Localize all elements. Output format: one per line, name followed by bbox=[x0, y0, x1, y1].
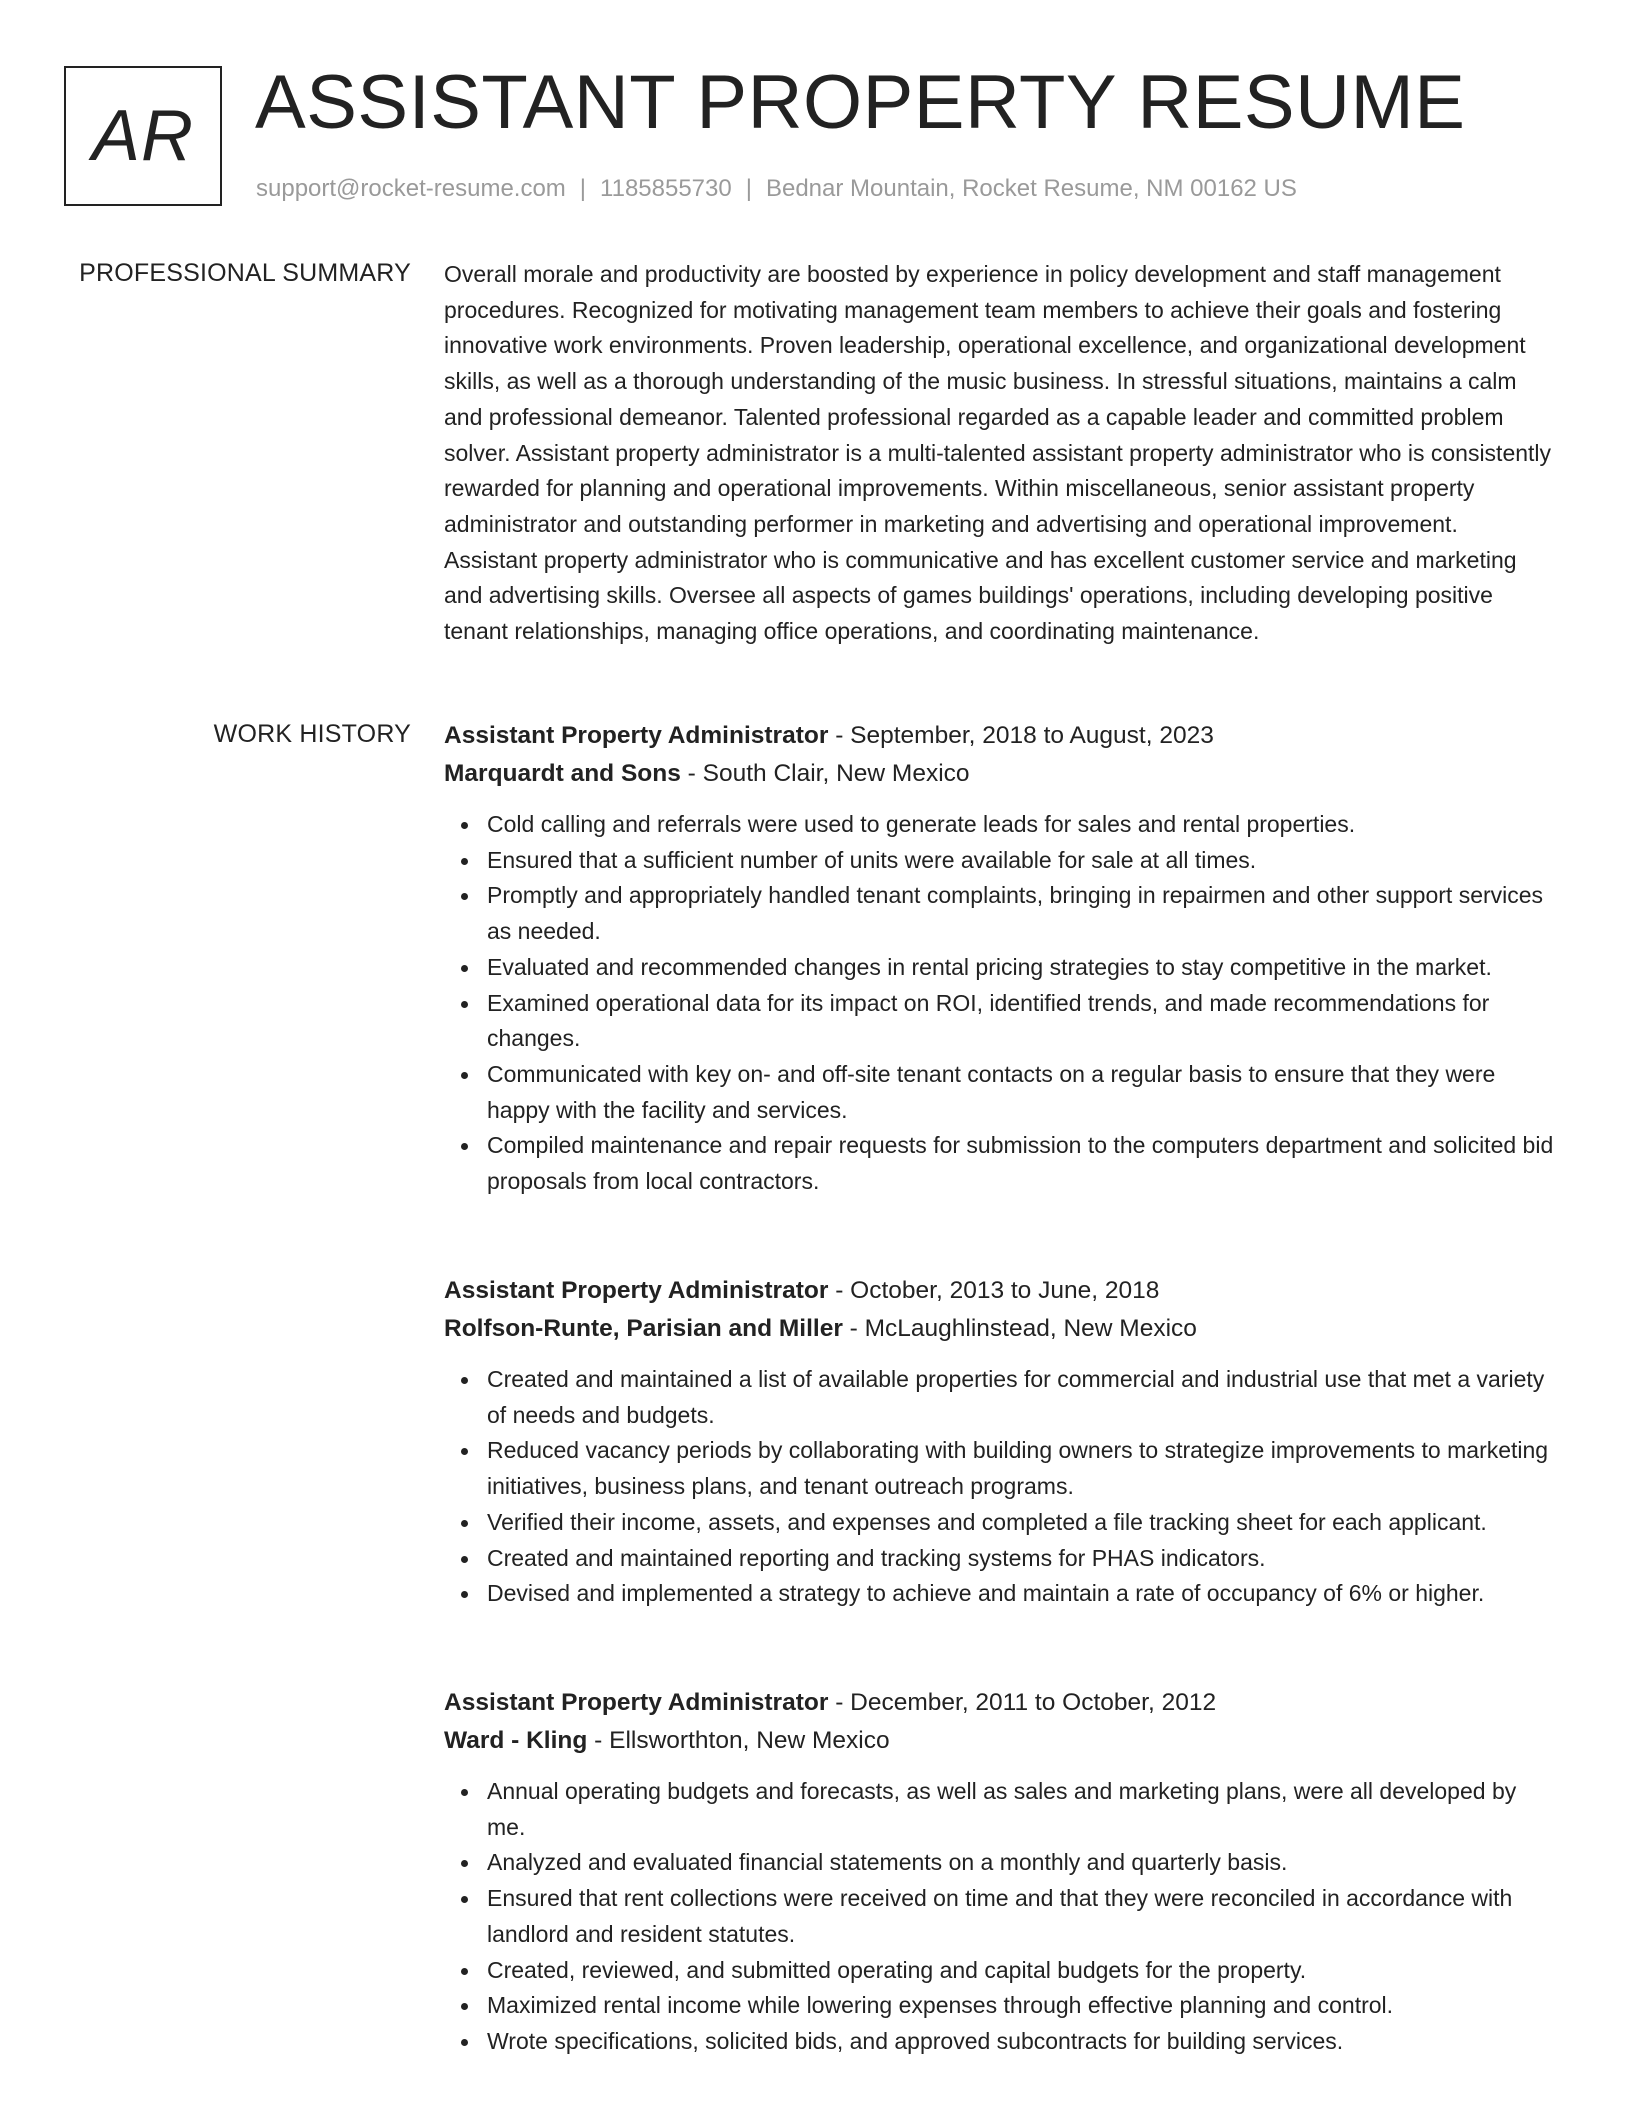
job-title-line bbox=[444, 1684, 1559, 1722]
job-title-line bbox=[444, 1272, 1559, 1310]
resume-title: ASSISTANT PROPERTY RESUME bbox=[255, 60, 1466, 145]
contact-line bbox=[256, 174, 1297, 204]
job-bullet: Annual operating budgets and forecasts, as well as sales and marketing plans, were all developed by me. bbox=[487, 1774, 1559, 1845]
job-company-line bbox=[444, 1310, 1559, 1348]
job-bullet: Cold calling and referrals were used to generate leads for sales and rental properties. bbox=[487, 807, 1559, 843]
job-location: - Ellsworthton, New Mexico bbox=[594, 1727, 890, 1754]
job-bullets bbox=[444, 1774, 1559, 2060]
monogram-logo: AR bbox=[64, 66, 222, 206]
summary-heading: PROFESSIONAL SUMMARY bbox=[79, 259, 411, 287]
job-bullet: Examined operational data for its impact on ROI, identified trends, and made recommendations for changes. bbox=[487, 986, 1559, 1057]
job-title-line bbox=[444, 717, 1559, 755]
job-company-line bbox=[444, 755, 1559, 793]
job-title: Assistant Property Administrator bbox=[444, 722, 829, 749]
job-bullet: Ensured that a sufficient number of units were available for sale at all times. bbox=[487, 843, 1559, 879]
job-title: Assistant Property Administrator bbox=[444, 1277, 829, 1304]
job-entry bbox=[444, 1684, 1559, 2060]
job-bullets bbox=[444, 807, 1559, 1200]
job-bullet: Maximized rental income while lowering expenses through effective planning and control. bbox=[487, 1988, 1559, 2024]
work-history-heading: WORK HISTORY bbox=[213, 720, 411, 748]
job-title: Assistant Property Administrator bbox=[444, 1689, 829, 1716]
job-dates: - December, 2011 to October, 2012 bbox=[835, 1689, 1217, 1716]
contact-email[interactable]: support@rocket-resume.com bbox=[256, 175, 566, 202]
job-bullets bbox=[444, 1362, 1559, 1612]
job-dates: - September, 2018 to August, 2023 bbox=[835, 722, 1214, 749]
job-bullet: Analyzed and evaluated financial statements on a monthly and quarterly basis. bbox=[487, 1845, 1559, 1881]
job-bullet: Verified their income, assets, and expenses and completed a file tracking sheet for each applicant. bbox=[487, 1505, 1559, 1541]
job-bullet: Created, reviewed, and submitted operating and capital budgets for the property. bbox=[487, 1953, 1559, 1989]
job-entry bbox=[444, 1272, 1559, 1612]
job-bullet: Created and maintained a list of available properties for commercial and industrial use that met a variety of needs and budgets. bbox=[487, 1362, 1559, 1433]
contact-address: Bednar Mountain, Rocket Resume, NM 00162 US bbox=[765, 175, 1297, 202]
job-bullet: Wrote specifications, solicited bids, and approved subcontracts for building services. bbox=[487, 2024, 1559, 2060]
job-bullet: Created and maintained reporting and tracking systems for PHAS indicators. bbox=[487, 1541, 1559, 1577]
job-location: - South Clair, New Mexico bbox=[687, 760, 970, 787]
job-bullet: Compiled maintenance and repair requests for submission to the computers department and solicited bid proposals from local contractors. bbox=[487, 1128, 1559, 1199]
job-bullet: Communicated with key on- and off-site tenant contacts on a regular basis to ensure that they were happy with the facility and services. bbox=[487, 1057, 1559, 1128]
job-company-line bbox=[444, 1722, 1559, 1760]
summary-body bbox=[444, 257, 1556, 650]
contact-separator: | bbox=[579, 175, 587, 202]
job-company: Rolfson-Runte, Parisian and Miller bbox=[444, 1315, 843, 1342]
job-entry bbox=[444, 717, 1559, 1200]
summary-text: Overall morale and productivity are boosted by experience in policy development and staff management procedures. Recognized for motivating management team members to achieve their goals and fostering innovative work environments. Proven leadership, operational excellence, and organizational development skills, as well as a thorough understanding of the music business. In stressful situations, maintains a calm and professional demeanor. Talented professional regarded as a capable leader and committed problem solver. Assistant property administrator is a multi-talented assistant property administrator who is consistently rewarded for planning and operational improvements. Within miscellaneous, senior assistant property administrator and outstanding performer in marketing and advertising and operational improvement. Assistant property administrator who is communicative and has excellent customer service and marketing and advertising skills. Oversee all aspects of games buildings' operations, including developing positive tenant relationships, managing office operations, and coordinating maintenance. bbox=[444, 261, 1552, 645]
job-bullet: Promptly and appropriately handled tenant complaints, bringing in repairmen and other support services as needed. bbox=[487, 878, 1559, 949]
job-bullet: Reduced vacancy periods by collaborating with building owners to strategize improvements to marketing initiatives, business plans, and tenant outreach programs. bbox=[487, 1433, 1559, 1504]
job-company: Marquardt and Sons bbox=[444, 760, 681, 787]
job-location: - McLaughlinstead, New Mexico bbox=[849, 1315, 1197, 1342]
job-bullet: Ensured that rent collections were received on time and that they were reconciled in accordance with landlord and resident statutes. bbox=[487, 1881, 1559, 1952]
contact-phone[interactable]: 1185855730 bbox=[600, 175, 732, 202]
contact-separator: | bbox=[745, 175, 752, 202]
job-dates: - October, 2013 to June, 2018 bbox=[835, 1277, 1160, 1304]
job-company: Ward - Kling bbox=[444, 1727, 588, 1754]
job-bullet: Evaluated and recommended changes in rental pricing strategies to stay competitive in the market. bbox=[487, 950, 1559, 986]
job-bullet: Devised and implemented a strategy to achieve and maintain a rate of occupancy of 6% or higher. bbox=[487, 1576, 1559, 1612]
